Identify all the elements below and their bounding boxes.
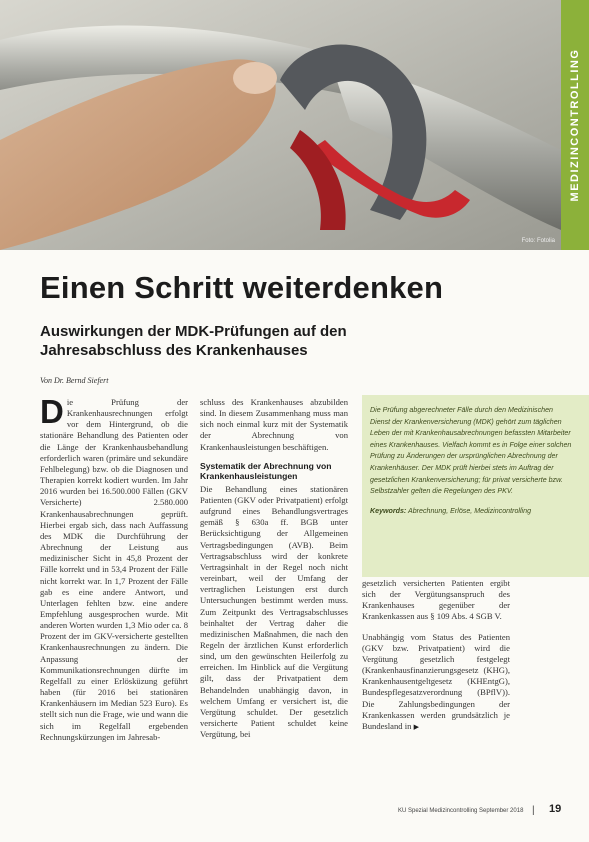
byline: Von Dr. Bernd Siefert (40, 376, 109, 385)
carabiner-rope-illustration (0, 0, 561, 250)
drop-cap: D (40, 393, 64, 430)
section-label: MEDIZINCONTROLLING (569, 48, 581, 202)
body-column-3 (362, 578, 510, 733)
column-3-text-1: gesetzlich versicherten Patienten ergibt sich der Vergütungsanspruch des Krankenhauses gegenüber der Krankenkassen aus § 109 Abs. 4 SGB V. (362, 578, 510, 622)
column-3-text-2 (362, 632, 510, 733)
footer-separator: | (532, 805, 535, 816)
article-subtitle: Auswirkungen der MDK-Prüfungen auf den Jahresabschluss des Krankenhauses (40, 323, 347, 359)
abstract-callout (362, 395, 589, 577)
keywords-label: Keywords: (370, 506, 407, 515)
continue-arrow-icon: ▶ (413, 722, 419, 731)
column-1-text: ie Prüfung der Krankenhausrechnungen erfolgt vor dem Hintergrund, ob die stationäre Behandlung des Patienten oder die Länge der Krankenhausbehandlung erforderlich waren (primäre und sekundäre Fehlbelegung) bzw. ob die Diagnosen und Therapien korrekt kodiert wurden. Im Jahr 2016 wurden bei 16.500.000 Fällen (GKV Versicherte) 2.580.000 Krankenhausabrechnungen geprüft. Hierbei ergab sich, dass nach Auffassung des MDK die Durchführung der Abrechnung der Leistung aus medizinischer Sicht in 45,8 Prozent der Fälle korrekt und in 53,4 Prozent der Fälle nicht korrekt war. In 1,7 Prozent der Fälle gab es eine andere Antwort, und Unterlagen fehlten bzw. eine andere Empfehlung ausgesprochen wurde. Mit anderen Worten wurden 1,3 Mio oder ca. 8 Prozent der im GKV-versicherte gestellten Krankenhausrechnungen zu ändern. Die Anpassung der Kommunikationsrechnungen dürfte im Regelfall zu einer Erlösküzung geführt haben (für 2016 bei stationären Krankenhäusern im Median 523 Euro). Es stellt sich nun die Frage, wie und wann die sich im Regelfall ergebenden Rechnungskürzungen im Jahresab- (40, 397, 188, 742)
article-title: Einen Schritt weiterdenken (40, 270, 444, 305)
keywords-value: Abrechnung, Erlöse, Medizincontrolling (407, 506, 532, 515)
footer-publication: KU Spezial Medizincontrolling September 2018 (398, 808, 524, 814)
hero-photo (0, 0, 561, 250)
column-3-text-2-body: Unabhängig vom Status des Patienten (GKV bzw. Privatpatient) wird die Vergütung gesetzlich festgelegt (Krankenhausfinanzierungsgesetz (KHG), Krankenhausentgeltgesetz (KHEntgG), Bundespflegesatzverordnung (BPflV)). Die Zahlungsbedingungen der Krankenkassen werden grundsätzlich je Bundesland in (362, 631, 510, 731)
abstract-text: Die Prüfung abgerechneter Fälle durch den Medizinischen Dienst der Krankenversicherung (MDK) gehört zum täglichen Leben der mit Krankenhausabrechnungen befassten Mitarbeiter eines Krankenhauses. Vielfach kommt es in Folge einer solchen Prüfung zu Änderungen der ursprünglichen Abrechnung der Krankenhäuser. Der MDK prüft hierbei stets im Auftrag der gesetzlichen Krankenversicherung; für privat versicherte bzw. Selbstzahler gelten die Regelungen des PKV. (370, 406, 572, 496)
photo-credit: Foto: Fotolia (521, 238, 555, 244)
column-2-text-1: schluss des Krankenhauses abzubilden sind. In diesem Zusammenhang muss man sich noch einmal kurz mit der Systematik der Abrechnung von Krankenhausleistungen beschäftigen. (200, 397, 348, 452)
body-column-1 (40, 393, 188, 743)
keywords-line (370, 506, 574, 518)
section-heading: Systematik der Abrechnung von Krankenhausleistungen (200, 460, 332, 481)
column-2-text-2: Die Behandlung eines stationären Patienten (GKV oder Privatpatient) erfolgt aufgrund eines Behandlungsvertrages gemäß § 630a ff. BGB unter Berücksichtigung der Allgemeinen Vertragsbedingungen (AVB). Beim Vertragsabschluss wird der konkrete Vertragsinhalt in der Regel noch nicht vereinbart, weil der Umfang der vertraglichen Leistungen erst durch Untersuchungen bestimmt werden muss. Zum Zeitpunkt des Vertragsabschlusses beinhaltet der Vertrag daher die medizinischen Maßnahmen, die nach den Regeln der ärztlichen Kunst erforderlich sind, um den gewünschten Heilerfolg zu erreichen. Im Hinblick auf die Vergütung gilt, dass der Privatpatient dem Behandelnden unabhängig davon, in welchem Umfang er versichert ist, die Vergütung schuldet. Der gesetzlich versicherte Patient schuldet keine Vergütung, bei (200, 483, 348, 740)
page-number: 19 (549, 803, 562, 815)
body-column-2 (200, 397, 348, 740)
